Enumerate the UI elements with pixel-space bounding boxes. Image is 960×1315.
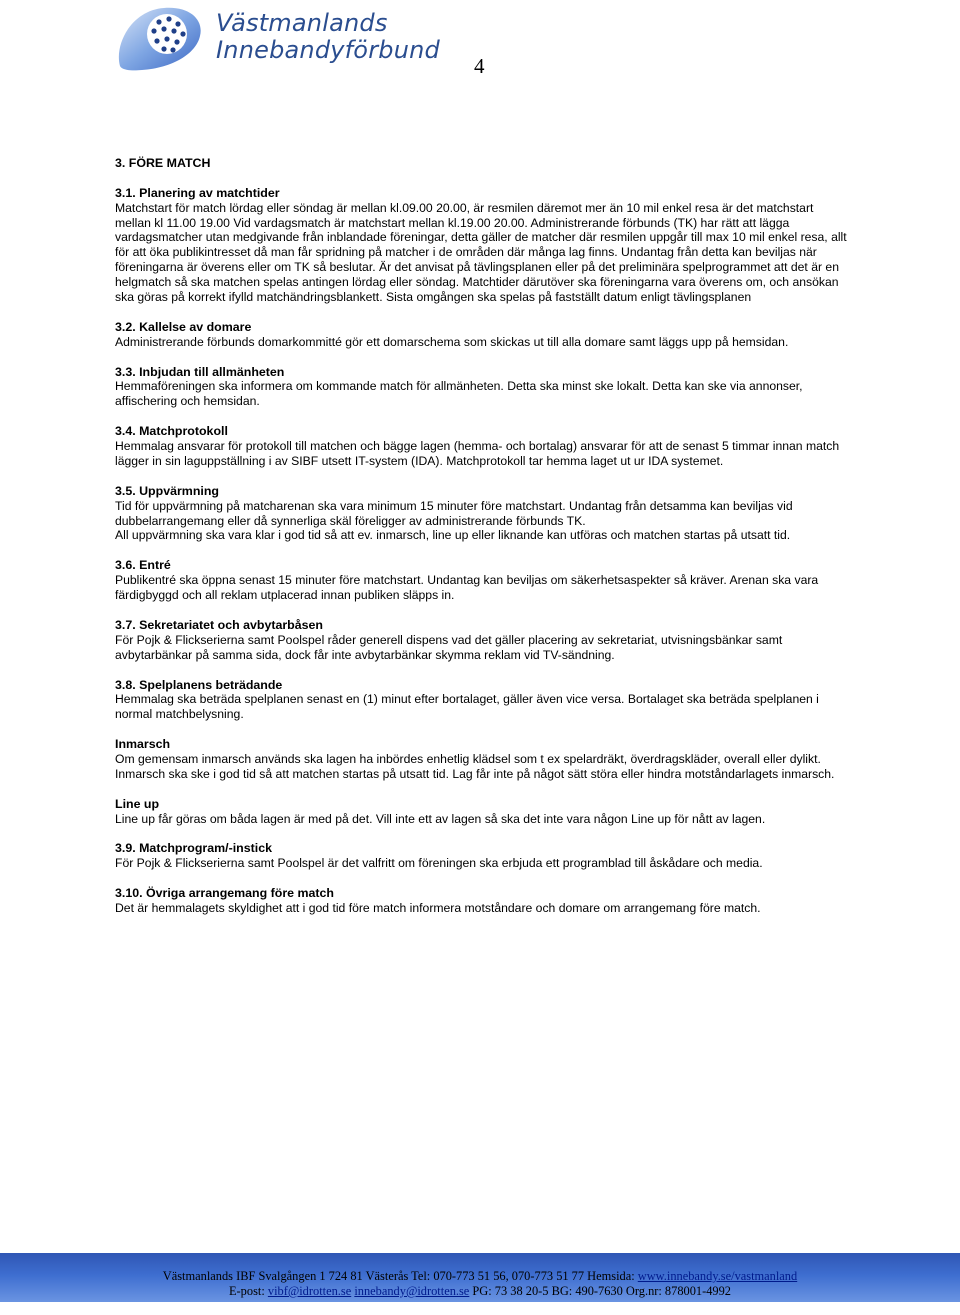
section-paragraph: Hemmaföreningen ska informera om kommande match för allmänheten. Detta ska minst ske lokalt. Detta kan ske via annonser, affischering och hemsidan.	[115, 379, 803, 409]
page-margin-bottom	[0, 1302, 960, 1315]
section-heading: 3.2. Kallelse av domare	[115, 319, 252, 334]
section-matchprotokoll	[115, 424, 850, 469]
section-heading: Line up	[115, 796, 160, 811]
section-paragraph: Hemmalag ska beträda spelplanen senast en (1) minut efter bortalaget, gäller även vice versa. Bortalaget ska beträda spelplanen i normal matchbelysning.	[115, 692, 819, 722]
section-matchprogram	[115, 841, 850, 871]
website-link[interactable]: www.innebandy.se/vastmanland	[637, 1269, 798, 1283]
section-paragraph: Publikentré ska öppna senast 15 minuter före matchstart. Undantag kan beviljas om säkerhetsaspekter så kräver. Arenan ska vara färdigbyggd och all reklam utplacerad innan publiken släpps in.	[115, 573, 819, 603]
section-uppvarmning	[115, 484, 850, 544]
section-heading: 3.7. Sekretariatet och avbytarbåsen	[115, 617, 323, 632]
section-inmarsch	[115, 737, 850, 782]
footer-contact-line	[0, 1284, 960, 1299]
section-heading: 3.6. Entré	[115, 558, 171, 573]
footer-address: Västmanlands IBF Svalgången 1 724 81 Västerås Tel: 070-773 51 56, 070-773 51 77 Hemsida:	[162, 1269, 638, 1283]
footer-address-line	[0, 1269, 960, 1284]
section-paragraph: Det är hemmalagets skyldighet att i god tid före match informera motståndare och domare om arrangemang före match.	[115, 901, 761, 916]
section-heading: 3.4. Matchprotokoll	[115, 424, 228, 439]
section-heading: 3.9. Matchprogram/-instick	[115, 841, 272, 856]
section-line-up	[115, 797, 850, 827]
section-paragraph: Tid för uppvärmning på matcharenan ska vara minimum 15 minuter före matchstart. Undantag från detsamma kan beviljas vid dubbelarrangemang eller då synnerliga skäl föreligger av administrerande förbunds TK.	[115, 498, 793, 528]
document-body	[115, 156, 850, 931]
chapter-title: 3. FÖRE MATCH	[115, 156, 211, 170]
section-heading: Inmarsch	[115, 737, 171, 752]
section-paragraph: Matchstart för match lördag eller söndag är mellan kl.09.00 20.00, är resmilen däremot mer än 10 mil enkel resa är det matchstart mellan kl 11.00 19.00 Vid vardagsmatch är matchstart mellan kl.19.00 20.00. Administrerande förbunds (TK) har rätt att lägga vardagsmatcher utan medgivande från inblandade föreningar, detta gäller de matcher där resmilen uppgår till max 10 mil enkel resa, allt för att öka publikintresset då man får spridning på matcher i de områden där många lag finns. Undantag från detta kan beviljas när föreningarna är överens eller om TK så beslutar. Är det anvisat på tävlingsplanen eller på det preliminära spelprogrammet att det är en helgmatch så ska matchen spelas antingen lördag eller söndag. Matchtider därutöver ska föreningarna vara överens om, och ansökan ska göras på korrekt ifylld matchändringsblankett. Sista omgången ska spelas på fastställt datum enligt tävlingsplanen	[115, 200, 847, 305]
federation-logo	[112, 4, 440, 74]
section-paragraph: Hemmalag ansvarar för protokoll till matchen och bägge lagen (hemma- och bortalag) ansvarar för att de senast 5 timmar innan match lägger in sin laguppställning i av SIBF utsett IT-system (IDA). Matchprotokoll tar hemma laget ut ur IDA systemet.	[115, 439, 840, 468]
section-sekretariatet	[115, 618, 850, 663]
floorball-logo-icon	[112, 4, 212, 74]
section-heading: 3.1. Planering av matchtider	[115, 185, 280, 200]
section-spelplanen	[115, 678, 850, 723]
page-number: 4	[474, 54, 485, 78]
section-paragraph: Line up får göras om båda lagen är med på det. Vill inte ett av lagen så ska det inte vara någon Line up för nått av lagen.	[115, 811, 766, 826]
logo-line-1: Västmanlands	[216, 9, 388, 37]
email-link-innebandy[interactable]: innebandy@idrotten.se	[354, 1284, 470, 1298]
logo-line-2: Innebandyförbund	[216, 36, 440, 64]
section-paragraph: All uppvärmning ska vara klar i god tid så att ev. inmarsch, line up eller liknande kan utföras och matchen startas på utsatt tid.	[115, 528, 791, 543]
section-ovriga-arrangemang	[115, 886, 850, 916]
section-inbjudan	[115, 365, 850, 410]
section-paragraph: För Pojk & Flickserierna samt Poolspel är det valfritt om föreningen ska erbjuda ett programblad till åskådare och media.	[115, 856, 763, 871]
section-planering	[115, 186, 850, 305]
section-heading: 3.5. Uppvärmning	[115, 483, 219, 498]
section-heading: 3.3. Inbjudan till allmänheten	[115, 364, 285, 379]
logo-text	[216, 10, 440, 64]
section-paragraph: Administrerande förbunds domarkommitté gör ett domarschema som skickas ut till alla domare samt läggs upp på hemsidan.	[115, 334, 789, 349]
section-heading: 3.10. Övriga arrangemang före match	[115, 886, 334, 901]
section-heading: 3.8. Spelplanens beträdande	[115, 677, 283, 692]
section-kallelse	[115, 320, 850, 350]
section-paragraph: Om gemensam inmarsch används ska lagen ha inbördes enhetlig klädsel som t ex spelardräkt, överdragskläder, overall eller dylikt. Inmarsch ska ske i god tid så att matchen startas på utsatt tid. Lag får inte på något sätt störa eller hindra motståndarlagets inmarsch.	[115, 752, 835, 781]
payment-details: PG: 73 38 20-5 BG: 490-7630 Org.nr: 878001-4992	[469, 1284, 732, 1298]
email-label: E-post:	[228, 1284, 268, 1298]
email-link-vibf[interactable]: vibf@idrotten.se	[267, 1284, 352, 1298]
section-entre	[115, 558, 850, 603]
section-paragraph: För Pojk & Flickserierna samt Poolspel råder generell dispens vad det gäller placering av sekretariat, utvisningsbänkar samt avbytarbänkar på samma sida, dock får inte avbytarbänkar skymma reklam vid TV-sändning.	[115, 632, 783, 662]
